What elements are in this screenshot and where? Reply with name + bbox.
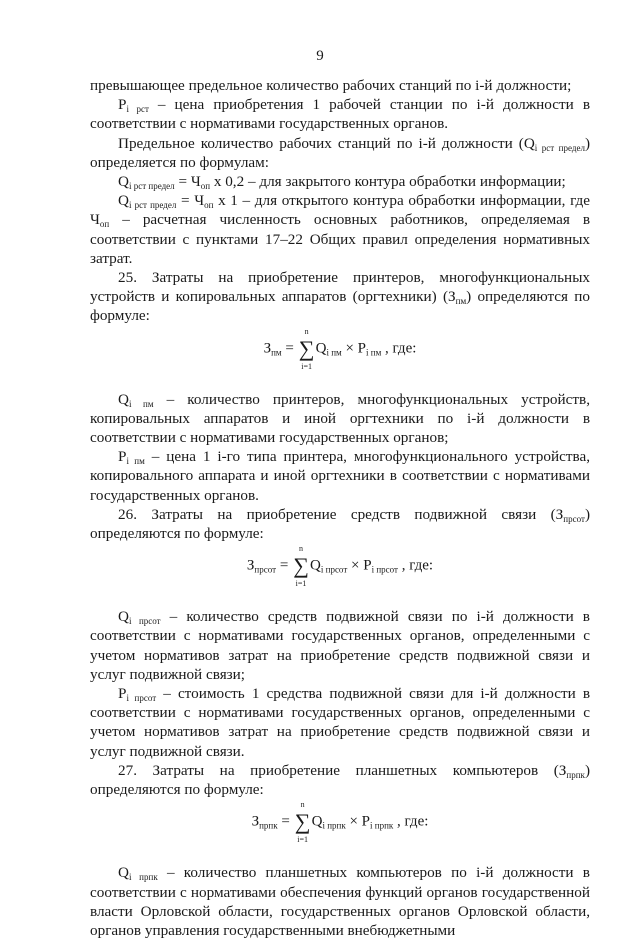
paragraph-p-printers: $P_{i пм}$ – цена 1 i-го типа принтера, многофункционального устройства, копировального аппарата и иной оргтехники в соответствии с нормативами государственных органов.: [90, 448, 590, 504]
paragraph-q-mobile: $Q_{i прсот}$ – количество средств подвижной связи по i-й должности в соответствии с нормативами государственных органов, определенными с учетом нормативов затрат на приобретение средств подвижной связи и услуг подвижной связи;: [90, 608, 590, 683]
page-number: 9: [316, 48, 324, 64]
paragraph-workstation-limit: Предельное количество рабочих станций по i-й должности $(Q_{i рст предел})$ определяется по формулам:: [90, 134, 590, 171]
paragraph-continuation: превышающее предельное количество рабочих станций по i-й должности;: [90, 77, 572, 94]
formula-printers: [90, 326, 590, 390]
document-body: [90, 76, 590, 940]
paragraph-q-tablets: $Q_{i прпк}$ – количество планшетных компьютеров по i-й должности в соответствии с нормативами обеспечения функций органов государственной власти Орловской области, государственных органов Орловской области, органов управления государственными внебюджетными: [90, 864, 590, 939]
formula-closed-contour: $Q_{i рст предел} = Ч_{оп}$ х 0,2 – для закрытого контура обработки информации;: [118, 173, 566, 192]
paragraph-item-26: 26. Затраты на приобретение средств подвижной связи $(З_{прсот})$ определяются по формуле:: [90, 505, 590, 543]
paragraph-q-printers: $Q_{i пм}$ – количество принтеров, многофункциональных устройств, копировальных аппаратов и иной оргтехники по i-й должности в соответствии с нормативами государственных органов;: [90, 390, 590, 447]
paragraph-p-mobile: $P_{i прсот}$ – стоимость 1 средства подвижной связи для i-й должности в соответствии с нормативами государственных органов, определенными с учетом нормативов затрат на приобретение средств подвижной связи и услуг подвижной связи.: [90, 685, 590, 760]
formula-mobile: [90, 543, 590, 607]
paragraph-item-27: 27. Затраты на приобретение планшетных компьютеров $(З_{прпк})$ определяются по формуле:: [90, 761, 590, 799]
formula-tablets: [90, 799, 590, 863]
formula-tablets-expression: $З_{прпк}$ = n ∑ i=1 $Q_{i прпк} \times P_{i прпк}$ , где:: [251, 800, 429, 845]
formula-mobile-expression: $З_{прсот}$ = n ∑ i=1 $Q_{i прсот} \times P_{i прсот}$ , где:: [246, 544, 434, 589]
formula-printers-expression: $З_{пм}$ = n ∑ i=1 $Q_{i пм} \times P_{i пм}$ , где:: [263, 326, 417, 371]
paragraph-item-25: 25. Затраты на приобретение принтеров, многофункциональных устройств и копировальных аппаратов (оргтехники) $(З_{пм})$ определяются по формуле:: [90, 269, 590, 325]
paragraph-price-workstation: $P_{i рст}$ – цена приобретения 1 рабочей станции по i-й должности в соответствии с нормативами государственных органов.: [90, 96, 590, 133]
formula-open-contour: $Q_{i рст предел} = Ч_{оп}$ х 1 – для открытого контура обработки информации, где $Ч_{оп}$ – расчетная численность основных работников, определяемая в соответствии с пунктами 17–22 Общих правил определения нормативных затрат.: [90, 192, 591, 267]
